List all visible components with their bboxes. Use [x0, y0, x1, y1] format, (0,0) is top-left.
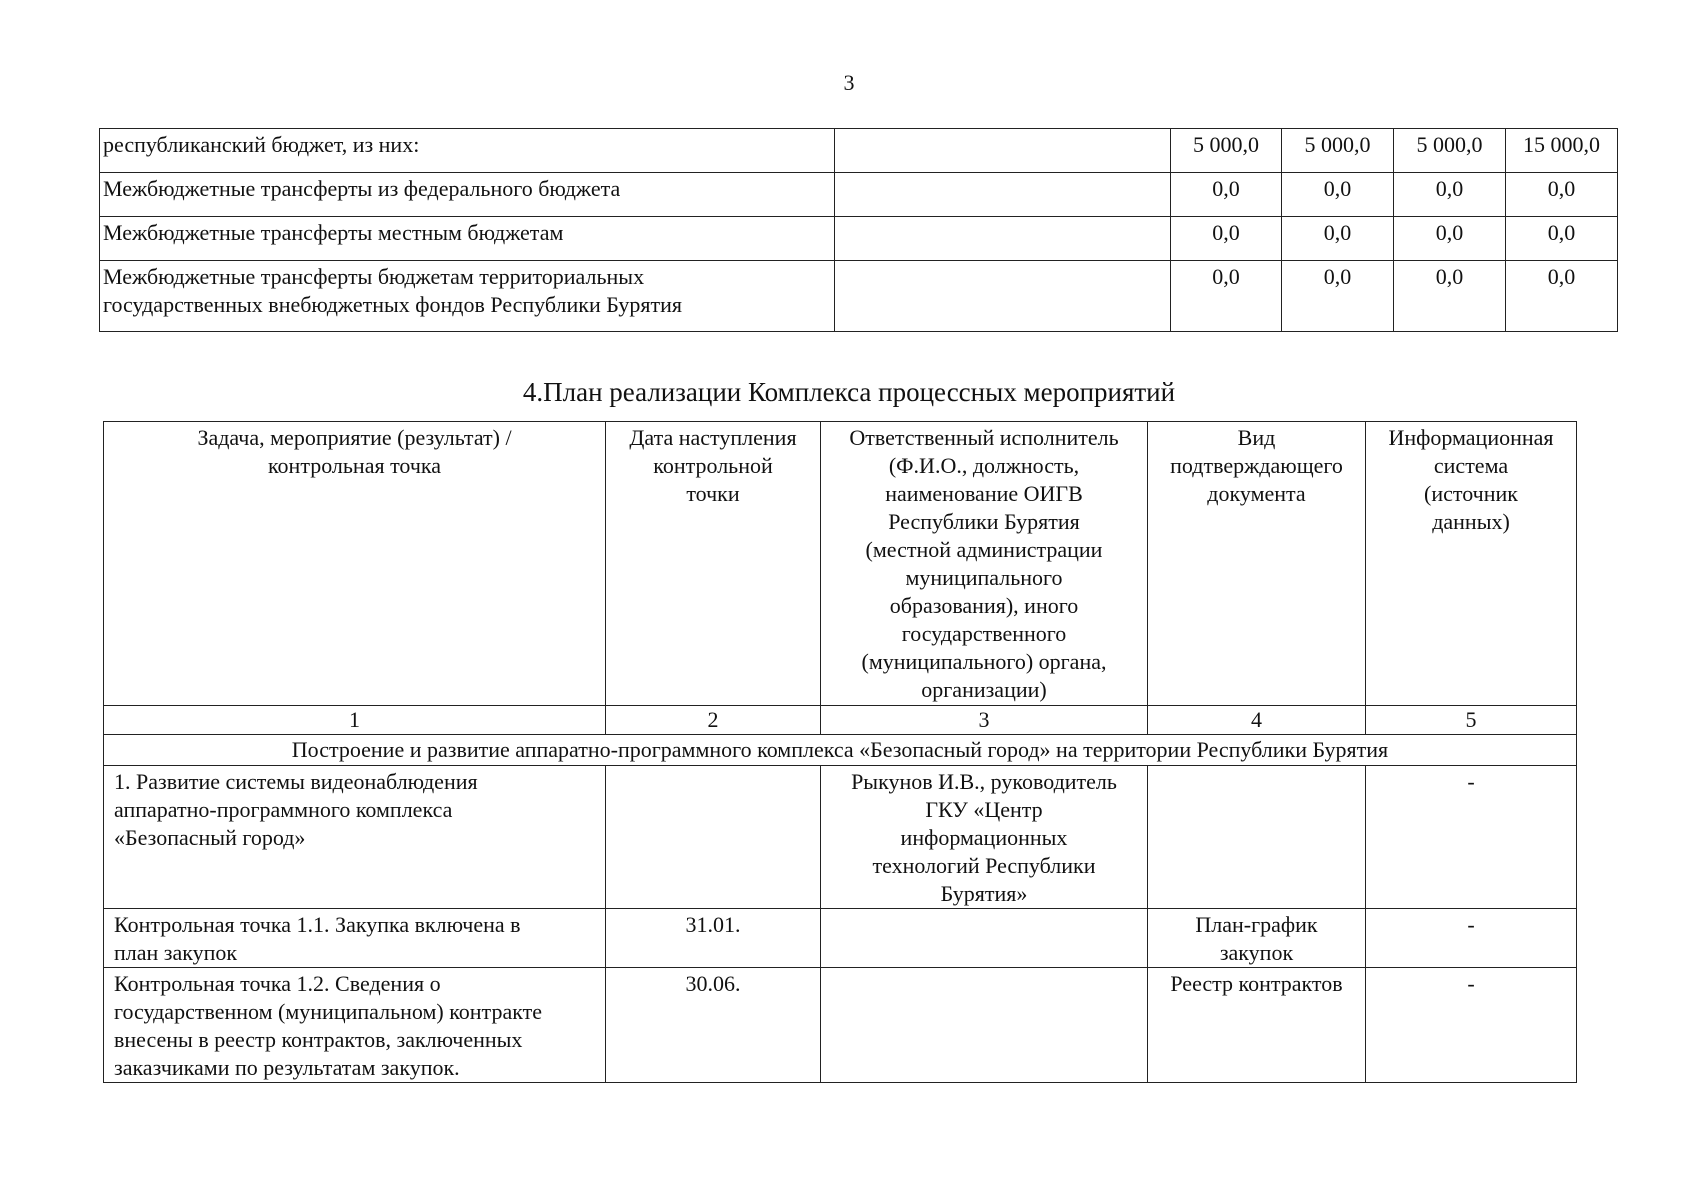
executor-line: Бурятия»	[940, 881, 1028, 906]
budget-row-blank-cell	[835, 261, 1171, 332]
budget-value-year-1: 0,0	[1171, 261, 1282, 332]
header-line: государственного	[901, 621, 1067, 646]
header-line: Задача, мероприятие (результат) /	[197, 425, 512, 450]
task-cell	[104, 766, 606, 909]
header-line: система	[1433, 453, 1509, 478]
budget-row	[100, 129, 1618, 173]
task-line: заказчиками по результатам закупок.	[114, 1055, 460, 1080]
info-system-cell: -	[1366, 968, 1577, 1083]
header-line: (Ф.И.О., должность,	[888, 453, 1080, 478]
budget-row-blank-cell	[835, 217, 1171, 261]
task-cell	[104, 968, 606, 1083]
budget-row-name: Межбюджетные трансферты из федерального бюджета	[100, 173, 835, 217]
task-line: государственном (муниципальном) контракте	[114, 999, 542, 1024]
header-line: Информационная	[1388, 425, 1554, 450]
plan-table	[103, 421, 1577, 1083]
date-cell: 31.01.	[606, 909, 821, 968]
task-line: аппаратно-программного комплекса	[114, 797, 453, 822]
header-date	[606, 422, 821, 706]
column-number-row	[104, 706, 1577, 735]
header-line: (местной администрации	[865, 537, 1103, 562]
budget-value-total: 15 000,0	[1506, 129, 1618, 173]
header-line: муниципального	[905, 565, 1063, 590]
budget-row	[100, 217, 1618, 261]
column-number: 3	[821, 706, 1148, 735]
task-line: 1. Развитие системы видеонаблюдения	[114, 769, 478, 794]
document-cell: Реестр контрактов	[1148, 968, 1366, 1083]
executor-cell	[821, 968, 1148, 1083]
date-cell: 30.06.	[606, 968, 821, 1083]
budget-row-name: Межбюджетные трансферты местным бюджетам	[100, 217, 835, 261]
task-line: внесены в реестр контрактов, заключенных	[114, 1027, 523, 1052]
header-line: Республики Бурятия	[888, 509, 1080, 534]
executor-line: ГКУ «Центр	[925, 797, 1043, 822]
budget-value-year-1: 0,0	[1171, 217, 1282, 261]
header-line: данных)	[1432, 509, 1510, 534]
column-number: 4	[1148, 706, 1366, 735]
budget-value-year-3: 0,0	[1394, 173, 1506, 217]
group-title: Построение и развитие аппаратно-программного комплекса «Безопасный город» на территории Республики Бурятия	[104, 735, 1577, 766]
budget-value-total: 0,0	[1506, 261, 1618, 332]
budget-value-year-3: 0,0	[1394, 261, 1506, 332]
header-info-system	[1366, 422, 1577, 706]
header-document	[1148, 422, 1366, 706]
info-system-cell: -	[1366, 909, 1577, 968]
budget-value-total: 0,0	[1506, 217, 1618, 261]
info-system-cell: -	[1366, 766, 1577, 909]
page-number: 3	[843, 70, 855, 95]
header-line: (муниципального) органа,	[861, 649, 1107, 674]
document-cell	[1148, 909, 1366, 968]
budget-value-year-1: 5 000,0	[1171, 129, 1282, 173]
header-line: организации)	[921, 677, 1047, 702]
column-number: 1	[104, 706, 606, 735]
budget-row-name-line: государственных внебюджетных фондов Республики Бурятия	[103, 292, 682, 317]
header-line: Дата наступления	[629, 425, 797, 450]
budget-value-total: 0,0	[1506, 173, 1618, 217]
header-line: (источник	[1424, 481, 1518, 506]
column-number: 2	[606, 706, 821, 735]
executor-line: информационных	[900, 825, 1068, 850]
budget-row-name	[100, 261, 835, 332]
budget-value-year-2: 0,0	[1282, 173, 1394, 217]
table-row	[104, 766, 1577, 909]
task-line: Контрольная точка 1.2. Сведения о	[114, 971, 441, 996]
task-cell	[104, 909, 606, 968]
budget-row-name-line: Межбюджетные трансферты бюджетам территориальных	[103, 264, 645, 289]
budget-value-year-2: 0,0	[1282, 217, 1394, 261]
executor-line: технологий Республики	[872, 853, 1096, 878]
header-line: контрольная точка	[267, 453, 442, 478]
budget-row	[100, 173, 1618, 217]
header-line: Ответственный исполнитель	[849, 425, 1119, 450]
budget-value-year-2: 5 000,0	[1282, 129, 1394, 173]
group-title-row	[104, 735, 1577, 766]
header-line: наименование ОИГВ	[885, 481, 1083, 506]
header-line: контрольной	[653, 453, 773, 478]
header-line: Вид	[1237, 425, 1276, 450]
executor-line: Рыкунов И.В., руководитель	[851, 769, 1117, 794]
header-line: образования), иного	[889, 593, 1079, 618]
document-line: закупок	[1219, 940, 1294, 965]
budget-value-year-2: 0,0	[1282, 261, 1394, 332]
header-line: подтверждающего	[1170, 453, 1343, 478]
header-line: точки	[686, 481, 740, 506]
budget-row-blank-cell	[835, 129, 1171, 173]
date-cell	[606, 766, 821, 909]
table-row	[104, 909, 1577, 968]
budget-row-blank-cell	[835, 173, 1171, 217]
section-title: 4.План реализации Комплекса процессных мероприятий	[522, 377, 1176, 407]
budget-value-year-3: 5 000,0	[1394, 129, 1506, 173]
header-executor	[821, 422, 1148, 706]
document-cell	[1148, 766, 1366, 909]
header-line: документа	[1207, 481, 1306, 506]
budget-row-name: республиканский бюджет, из них:	[100, 129, 835, 173]
table-row	[104, 968, 1577, 1083]
task-line: Контрольная точка 1.1. Закупка включена в	[114, 912, 521, 937]
budget-value-year-3: 0,0	[1394, 217, 1506, 261]
plan-header-row	[104, 422, 1577, 706]
executor-cell	[821, 766, 1148, 909]
executor-cell	[821, 909, 1148, 968]
budget-table	[99, 128, 1618, 332]
budget-value-year-1: 0,0	[1171, 173, 1282, 217]
document-line: План-график	[1195, 912, 1318, 937]
budget-row	[100, 261, 1618, 332]
task-line: план закупок	[114, 940, 238, 965]
task-line: «Безопасный город»	[114, 825, 306, 850]
header-task	[104, 422, 606, 706]
column-number: 5	[1366, 706, 1577, 735]
